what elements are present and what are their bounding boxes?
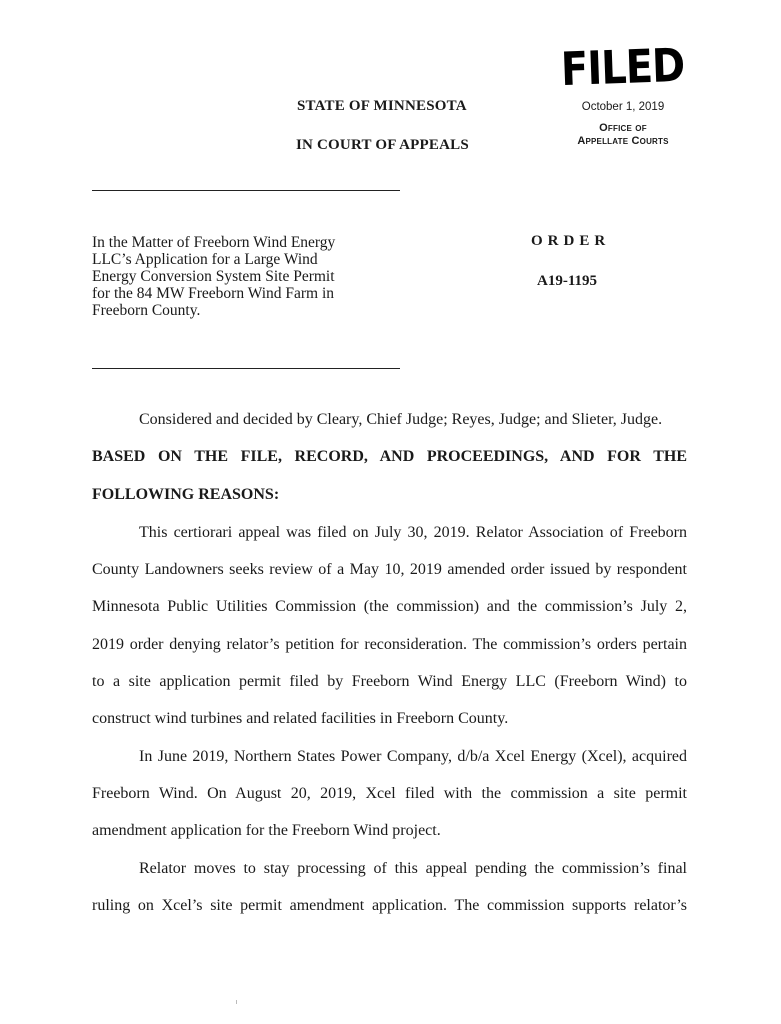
paragraph-line: to a site application permit filed by Freeborn Wind Energy LLC (Freeborn Wind) to <box>92 673 687 690</box>
caption-line: Freeborn County. <box>92 302 201 319</box>
state-heading: STATE OF MINNESOTA <box>297 98 467 114</box>
scan-artifact <box>236 1000 237 1004</box>
paragraph-line: 2019 order denying relator’s petition for reconsideration. The commission’s orders pertain <box>92 636 687 653</box>
caption-top-rule <box>92 190 400 191</box>
reasons-heading-line1: BASED ON THE FILE, RECORD, AND PROCEEDINGS, AND FOR THE <box>92 448 687 465</box>
filed-stamp <box>548 39 698 148</box>
caption-line: for the 84 MW Freeborn Wind Farm in <box>92 285 335 302</box>
docket-number: A19-1195 <box>537 273 597 289</box>
paragraph-line: Relator moves to stay processing of this appeal pending the commission’s final <box>139 860 687 877</box>
filed-stamp-office-line1: Office of <box>599 122 647 134</box>
court-heading: IN COURT OF APPEALS <box>296 137 469 153</box>
paragraph-line: construct wind turbines and related facilities in Freeborn County. <box>92 710 509 727</box>
paragraph-line: ruling on Xcel’s site permit amendment application. The commission supports relator’s <box>92 897 687 914</box>
filed-stamp-office <box>548 122 698 148</box>
caption-line: In the Matter of Freeborn Wind Energy <box>92 234 336 251</box>
caption-bottom-rule <box>92 368 400 369</box>
paragraph-line: In June 2019, Northern States Power Company, d/b/a Xcel Energy (Xcel), acquired <box>139 748 687 765</box>
case-caption <box>92 234 382 319</box>
caption-line: LLC’s Application for a Large Wind <box>92 251 318 268</box>
paragraph-line: amendment application for the Freeborn Wind project. <box>92 822 441 839</box>
reasons-heading-line2: FOLLOWING REASONS: <box>92 486 280 503</box>
paragraph-line: County Landowners seeks review of a May 10, 2019 amended order issued by respondent <box>92 561 687 578</box>
paragraph-line: Freeborn Wind. On August 20, 2019, Xcel filed with the commission a site permit <box>92 785 687 802</box>
filed-stamp-office-line2: Appellate Courts <box>577 135 669 147</box>
paragraph-line: This certiorari appeal was filed on July 30, 2019. Relator Association of Freeborn <box>139 524 687 541</box>
panel-statement: Considered and decided by Cleary, Chief Judge; Reyes, Judge; and Slieter, Judge. <box>139 411 663 428</box>
filed-stamp-date: October 1, 2019 <box>581 101 665 113</box>
order-title: ORDER <box>531 233 611 249</box>
filed-stamp-label: FILED <box>560 39 686 97</box>
paragraph-line: Minnesota Public Utilities Commission (the commission) and the commission’s July 2, <box>92 598 687 615</box>
caption-line: Energy Conversion System Site Permit <box>92 268 335 285</box>
